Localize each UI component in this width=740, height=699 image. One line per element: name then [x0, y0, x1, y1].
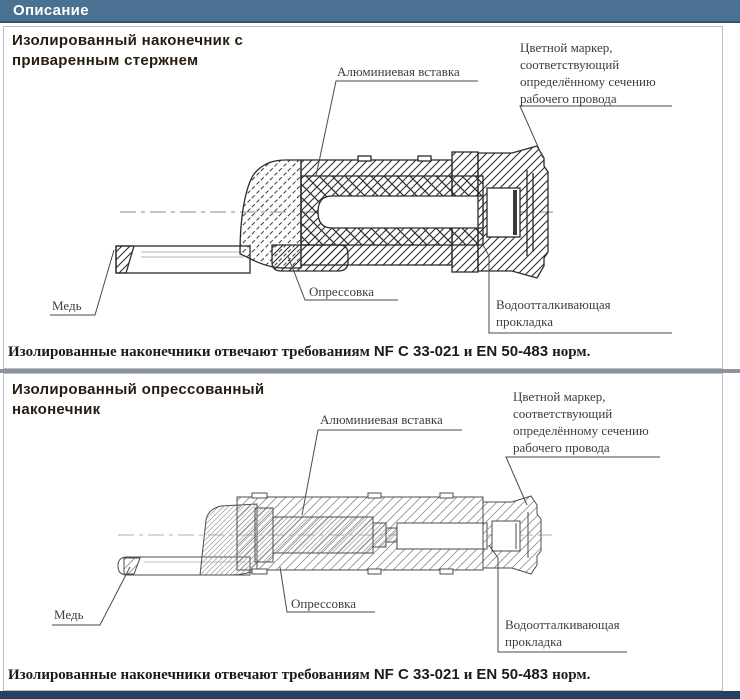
label-color-marker-1 [520, 39, 656, 107]
section-2-title-line-1: Изолированный опрессованный [12, 381, 265, 398]
section-1-title [12, 31, 243, 71]
label-gasket-1-line: Водоотталкивающая [496, 297, 611, 312]
caption-1-suffix: норм. [552, 344, 591, 360]
label-color-marker-2-line: соответствующий [513, 406, 613, 421]
label-color-marker-1-line: рабочего провода [520, 91, 617, 106]
label-crimp-1: Опрессовка [309, 284, 375, 299]
caption-2-standard-en: EN 50-483 [476, 666, 549, 683]
label-color-marker-2-line: определённому сечению [513, 423, 649, 438]
label-color-marker-2 [513, 388, 649, 456]
label-color-marker-2-line: рабочего провода [513, 440, 610, 455]
caption-1-standard-en: EN 50-483 [476, 343, 549, 360]
label-gasket-2-line: Водоотталкивающая [505, 617, 620, 632]
label-copper-1: Медь [52, 298, 82, 313]
label-color-marker-1-line: определённому сечению [520, 74, 656, 89]
caption-2-suffix: норм. [552, 667, 591, 683]
label-crimp-2: Опрессовка [291, 596, 357, 611]
caption-2-standard-nfc: NF C 33-021 [373, 666, 460, 683]
caption-1-prefix: Изолированные наконечники отвечают требованиям [8, 344, 370, 360]
caption-1-conjunction: и [463, 344, 473, 360]
page-header-bar [0, 0, 740, 23]
section-1-title-line-1: Изолированный наконечник с [12, 32, 244, 49]
label-gasket-2 [505, 616, 620, 650]
caption-standards-2 [8, 666, 590, 684]
caption-2-conjunction: и [463, 667, 473, 683]
section-1-title-line-2: приваренным стержнем [12, 52, 199, 69]
section-2-title-line-2: наконечник [12, 401, 101, 418]
caption-1-standard-nfc: NF C 33-021 [373, 343, 460, 360]
caption-standards-1 [8, 343, 590, 361]
label-color-marker-2-line: Цветной маркер, [513, 389, 606, 404]
label-color-marker-1-line: соответствующий [520, 57, 620, 72]
label-color-marker-1-line: Цветной маркер, [520, 40, 613, 55]
bottom-bar [0, 691, 740, 699]
section-2-title [12, 380, 264, 420]
label-aluminum-insert-2: Алюминиевая вставка [320, 412, 443, 427]
label-gasket-2-line: прокладка [505, 634, 563, 649]
page-title: Описание [13, 2, 89, 19]
label-aluminum-insert-1: Алюминиевая вставка [337, 64, 460, 79]
label-gasket-1-line: прокладка [496, 314, 554, 329]
label-copper-2: Медь [54, 607, 84, 622]
caption-2-prefix: Изолированные наконечники отвечают требованиям [8, 667, 370, 683]
label-gasket-1 [496, 296, 611, 330]
